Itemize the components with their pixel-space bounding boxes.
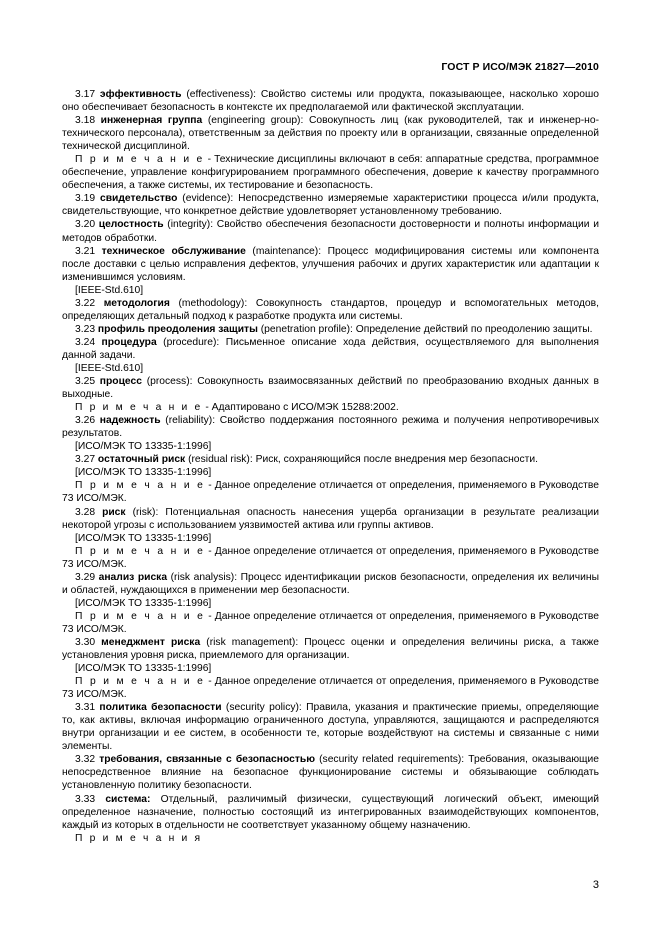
source-reference [62,532,599,545]
term-definition: (risk analysis): Процесс идентификации рисков безопасности, определения их величины и областей, нуждающихся в применении мер безопасности. [62,571,599,596]
definition-entry [62,323,599,336]
term-definition: Отдельный, различимый физически, существующий логический объект, имеющий определенное назначение, полностью состоящий из интегрированных взаимодействующих компонентов, каждый из которых в отдельности не соответствует указанному общему назначению. [62,793,599,831]
term-definition: (engineering group): Совокупность лиц (как руководителей, так и инженер-но-технического персонала), ответственным за действия по проекту или в организации, связанные определенной технической дисциплиной. [62,115,599,153]
definition-entry [62,375,599,401]
term-definition: (risk management): Процесс оценки и определения величины риска, а также установления уровня риска, приемлемого для организации. [62,636,599,662]
definition-entry [62,506,599,532]
definition-entry [62,192,599,218]
term-name: надежность [99,415,161,427]
entry-number: 3.30 [75,636,96,648]
note-label: П р и м е ч а н и е [75,676,206,688]
entry-number: 3.20 [75,219,96,231]
reference-text: [IEEE-Std.610] [75,284,144,296]
note-label: П р и м е ч а н и е [75,480,206,492]
term-name: менеджмент риска [101,636,201,648]
term-definition: (process): Совокупность взаимосвязанных действий по преобразованию входных данных в выходные. [62,376,599,401]
entry-number: 3.27 [75,454,96,466]
term-definition: (integrity): Свойство обеспечения безопасности достоверности и полноты информации и методов обработки. [62,219,599,244]
term-name: система: [105,793,151,805]
term-definition: (security related requirements): Требования, оказывающие непосредственное влияние на безопасное функционирование системы и обязывающие соблюдать установленную политику безопасности. [62,754,599,792]
note-text: - Адаптировано с ИСО/МЭК 15288:2002. [202,402,399,414]
term-definition: (reliability): Свойство поддержания постоянного режима и получения непротиворечивых результатов. [62,415,599,440]
definition-entry [62,701,599,753]
entry-number: 3.18 [75,115,96,127]
reference-text: [ИСО/МЭК ТО 13335-1:1996] [75,597,212,609]
note-label: П р и м е ч а н и е [75,154,205,166]
term-name: профиль преодоления защиты [97,323,258,335]
definition-entry [62,88,599,114]
note-label: П р и м е ч а н и е [75,402,203,414]
note-entry [62,545,599,571]
reference-text: [IEEE-Std.610] [75,362,144,374]
definition-entry [62,114,599,153]
reference-text: [ИСО/МЭК ТО 13335-1:1996] [75,441,212,453]
term-name: техническое обслуживание [101,245,246,257]
page-number: 3 [592,879,599,891]
entry-number: 3.28 [75,506,96,518]
term-name: методология [103,297,170,309]
source-reference [62,597,599,610]
definition-entry [62,336,599,362]
term-name: анализ риска [98,571,168,583]
note-entry [62,610,599,636]
entry-number: 3.21 [75,245,96,257]
note-entry [62,675,599,701]
term-definition: (security policy): Правила, указания и практические приемы, определяющие то, как активы, включая информацию ограниченного доступа, управляются, защищаются и распределяются внутри организации и ее систем, в особенности те, которые воздействуют на системы и связанные с ними элементы. [62,702,599,753]
definition-entry [62,753,599,792]
note-entry [62,832,599,845]
source-reference [62,440,599,453]
entry-number: 3.33 [75,793,96,805]
note-entry [62,401,599,414]
term-definition: (residual risk): Риск, сохраняющийся после внедрения мер безопасности. [185,454,538,466]
note-text: - Технические дисциплины включают в себя: аппаратные средства, программное обеспечение, управление конфигурированием программного обеспечения, доверие к качеству программного обеспечения, а также системы, их тестирование и безопасность. [62,154,599,192]
document-body [62,88,599,845]
definition-entry [62,571,599,597]
note-label: П р и м е ч а н и е [75,610,206,622]
entry-number: 3.31 [75,702,96,714]
term-name: остаточный риск [97,454,186,466]
term-definition: (effectiveness): Свойство системы или продукта, показывающее, насколько хорошо оно обеспечивает безопасность в контексте их предполагаемой или фактической эксплуатации. [62,89,599,114]
reference-text: [ИСО/МЭК ТО 13335-1:1996] [75,663,212,675]
note-entry [62,479,599,505]
entry-number: 3.25 [75,376,96,388]
term-definition: (penetration profile): Определение действий по преодолению защиты. [257,323,593,335]
term-name: риск [102,506,126,518]
entry-number: 3.26 [75,415,96,427]
note-label: П р и м е ч а н и е [75,545,206,557]
term-definition: (maintenance): Процесс модифицирования системы или компонента после доставки с целью исправления дефектов, улучшения рабочих и других характеристик или адаптации к изменившимся условиям. [62,245,599,283]
term-definition: (risk): Потенциальная опасность нанесения ущерба организации в результате реализации некоторой угрозы с использованием уязвимостей актива или группы активов. [62,506,599,531]
term-name: целостность [98,219,164,231]
entry-number: 3.17 [75,89,96,100]
note-label: П р и м е ч а н и я [75,832,203,844]
term-name: эффективность [99,89,182,100]
note-text: - Данное определение отличается от определения, применяемого в Руководстве 73 ИСО/МЭК. [62,545,599,570]
source-reference [62,662,599,675]
source-reference [62,284,599,297]
note-text: - Данное определение отличается от определения, применяемого в Руководстве 73 ИСО/МЭК. [62,480,599,505]
entry-number: 3.19 [75,193,96,205]
term-name: процесс [99,376,142,388]
entry-number: 3.29 [75,571,96,583]
note-text: - Данное определение отличается от определения, применяемого в Руководстве 73 ИСО/МЭК. [62,610,599,635]
source-reference [62,466,599,479]
definition-entry [62,245,599,284]
entry-number: 3.32 [75,754,96,766]
term-definition: (procedure): Письменное описание хода действия, осуществляемого для выполнения данной задачи. [62,336,599,361]
definition-entry [62,297,599,323]
source-reference [62,362,599,375]
definition-entry [62,218,599,244]
entry-number: 3.23 [75,323,96,335]
term-name: процедура [101,336,157,348]
definition-entry [62,414,599,440]
entry-number: 3.22 [75,297,96,309]
term-definition: (evidence): Непосредственно измеряемые характеристики процесса и/или продукта, свидетельствующие, что конкретное действие удовлетворяет установленному требованию. [62,193,599,218]
entry-number: 3.24 [75,336,96,348]
reference-text: [ИСО/МЭК ТО 13335-1:1996] [75,467,212,479]
term-name: свидетельство [99,193,178,205]
document-header: ГОСТ Р ИСО/МЭК 21827—2010 [441,61,599,73]
term-name: требования, связанные с безопасностью [99,754,315,766]
reference-text: [ИСО/МЭК ТО 13335-1:1996] [75,532,212,544]
definition-entry [62,793,599,832]
definition-entry [62,636,599,662]
term-definition: (methodology): Совокупность стандартов, процедур и вспомогательных методов, определяющих детальный подход к разработке продукта или системы. [62,297,599,322]
term-name: политика безопасности [99,702,222,714]
note-entry [62,153,599,192]
note-text: - Данное определение отличается от определения, применяемого в Руководстве 73 ИСО/МЭК. [62,676,599,701]
term-name: инженерная группа [100,115,203,127]
definition-entry [62,453,599,466]
